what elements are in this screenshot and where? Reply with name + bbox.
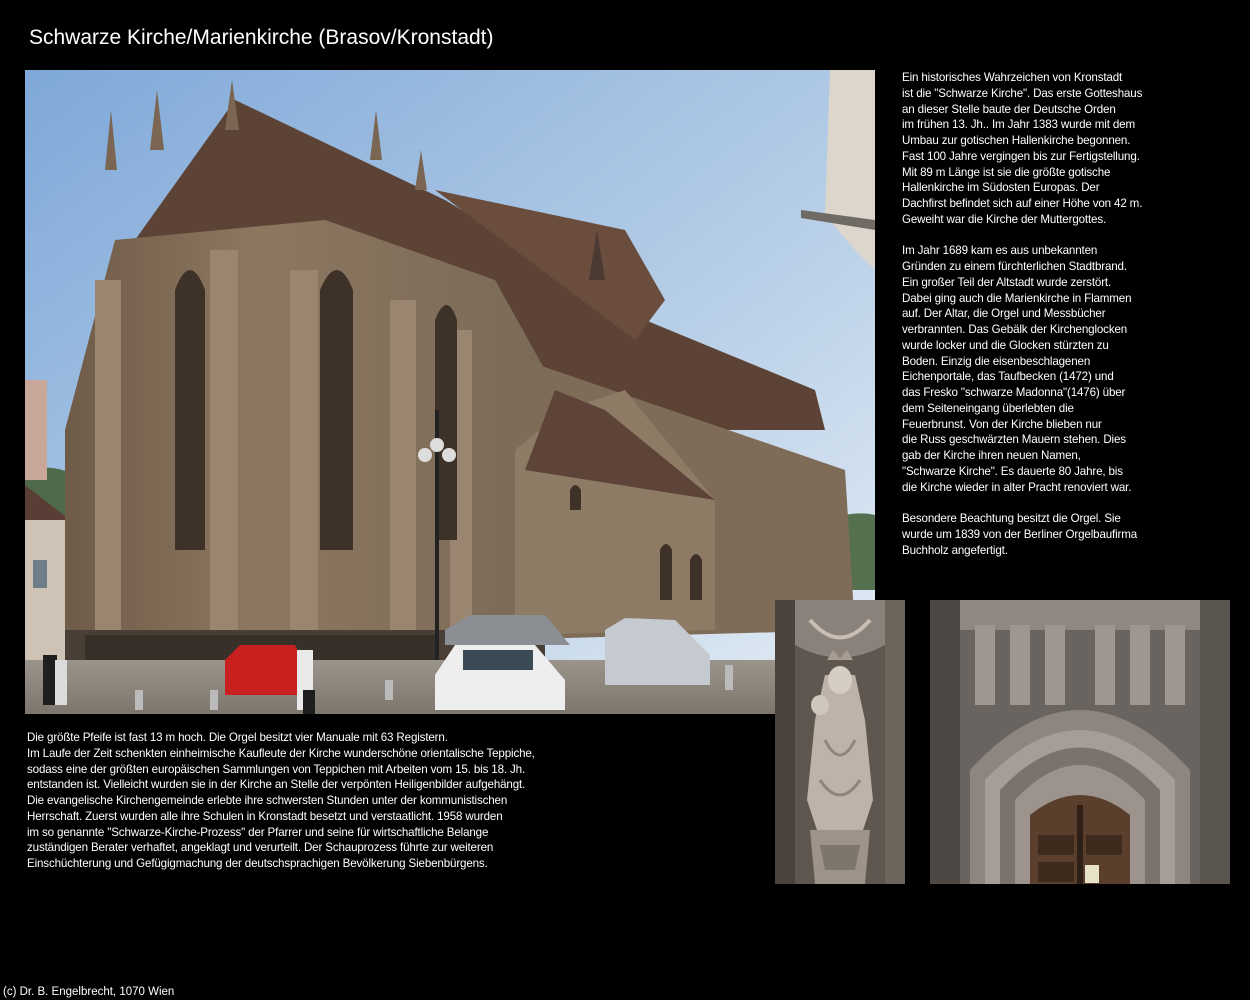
photo-madonna-statue[interactable] [775,600,905,884]
text-line: im frühen 13. Jh.. Im Jahr 1383 wurde mit dem [902,118,1135,132]
text-line: Im Jahr 1689 kam es aus unbekannten [902,244,1098,258]
text-line: verbrannten. Das Gebälk der Kirchenglocken [902,323,1128,336]
text-line: Feuerbrunst. Von der Kirche blieben nur [902,417,1102,431]
text-line: Fast 100 Jahre vergingen bis zur Fertigstellung. [902,149,1140,163]
text-line: entstanden ist. Vielleicht wurden sie in der Kirche an Stelle der verpönten Heiligenbilder aufgehängt. [27,778,526,792]
text-line: Hallenkirche im Südosten Europas. Der [902,181,1100,195]
text-line: Mit 89 m Länge ist sie die größte gotische [902,165,1111,179]
text-line: das Fresko "schwarze Madonna"(1476) über [902,386,1126,399]
text-line: Einschüchterung und Gefügigmachung der deutschsprachigen Bevölkerung Siebenbürgens. [27,857,488,870]
paragraph-gap [902,228,1142,244]
text-line: Herrschaft. Zuerst wurden alle ihre Schulen in Kronstadt besetzt und verstaatlicht. 1958 wurden [27,809,503,823]
text-line: dem Seiteneingang überlebten die [902,401,1074,415]
text-line: zuständigen Berater verhaftet, angeklagt und verurteilt. Der Schauprozess führte zur weiteren [27,841,494,855]
text-line: gab der Kirche ihren neuen Namen, [902,449,1081,462]
history-text-column [902,70,1142,558]
text-line: Buchholz angefertigt. [902,543,1008,557]
text-line: "Schwarze Kirche". Es dauerte 80 Jahre, bis [902,464,1123,478]
photo-black-church-exterior[interactable] [25,70,875,714]
gothic-portal-illustration [930,600,1230,884]
text-line: die Russ geschwärzten Mauern stehen. Dies [902,433,1126,447]
text-line: Die größte Pfeife ist fast 13 m hoch. Die Orgel besitzt vier Manuale mit 63 Registern. [27,731,448,744]
photo-gothic-portal[interactable] [930,600,1230,884]
text-line: Im Laufe der Zeit schenkten einheimische Kaufleute der Kirche wunderschöne orientalische Teppiche, [27,746,535,760]
text-line: Die evangelische Kirchengemeinde erlebte ihre schwersten Stunden unter der kommunistischen [27,794,508,807]
copyright-footer: (c) Dr. B. Engelbrecht, 1070 Wien [3,986,175,998]
text-line: sodass eine der größten europäischen Sammlungen von Teppichen mit Arbeiten vom 15. bis 18. Jh. [27,762,526,776]
text-line: ist die "Schwarze Kirche". Das erste Gotteshaus [902,86,1143,100]
church-exterior-illustration [25,70,875,714]
madonna-statue-illustration [775,600,905,884]
paragraph-gap [902,495,1142,511]
text-line: auf. Der Altar, die Orgel und Messbücher [902,307,1106,321]
page-title: Schwarze Kirche/Marienkirche (Brasov/Kronstadt) [29,26,494,49]
text-line: Ein großer Teil der Altstadt wurde zerstört. [902,275,1112,289]
text-line: Besondere Beachtung besitzt die Orgel. Sie [902,512,1121,525]
text-line: die Kirche wieder in alter Pracht renoviert war. [902,480,1132,494]
text-line: Dabei ging auch die Marienkirche in Flammen [902,291,1132,305]
text-line: Eichenportale, das Taufbecken (1472) und [902,370,1114,384]
text-line: Geweiht war die Kirche der Muttergottes. [902,212,1107,226]
text-line: Dachfirst befindet sich auf einer Höhe von 42 m. [902,197,1143,210]
text-line: wurde locker und die Glocken stürzten zu [902,338,1109,352]
text-line: im so genannte "Schwarze-Kirche-Prozess" der Pfarrer und seine für wirtschaftliche Belange [27,825,489,839]
organ-and-history-text [27,730,535,872]
text-line: Ein historisches Wahrzeichen von Kronstadt [902,71,1123,84]
text-line: Gründen zu einem fürchterlichen Stadtbrand. [902,260,1127,273]
text-line: wurde um 1839 von der Berliner Orgelbaufirma [902,527,1138,541]
text-line: Boden. Einzig die eisenbeschlagenen [902,354,1091,368]
text-line: Umbau zur gotischen Hallenkirche begonnen. [902,134,1131,147]
text-line: an dieser Stelle baute der Deutsche Orden [902,102,1116,116]
